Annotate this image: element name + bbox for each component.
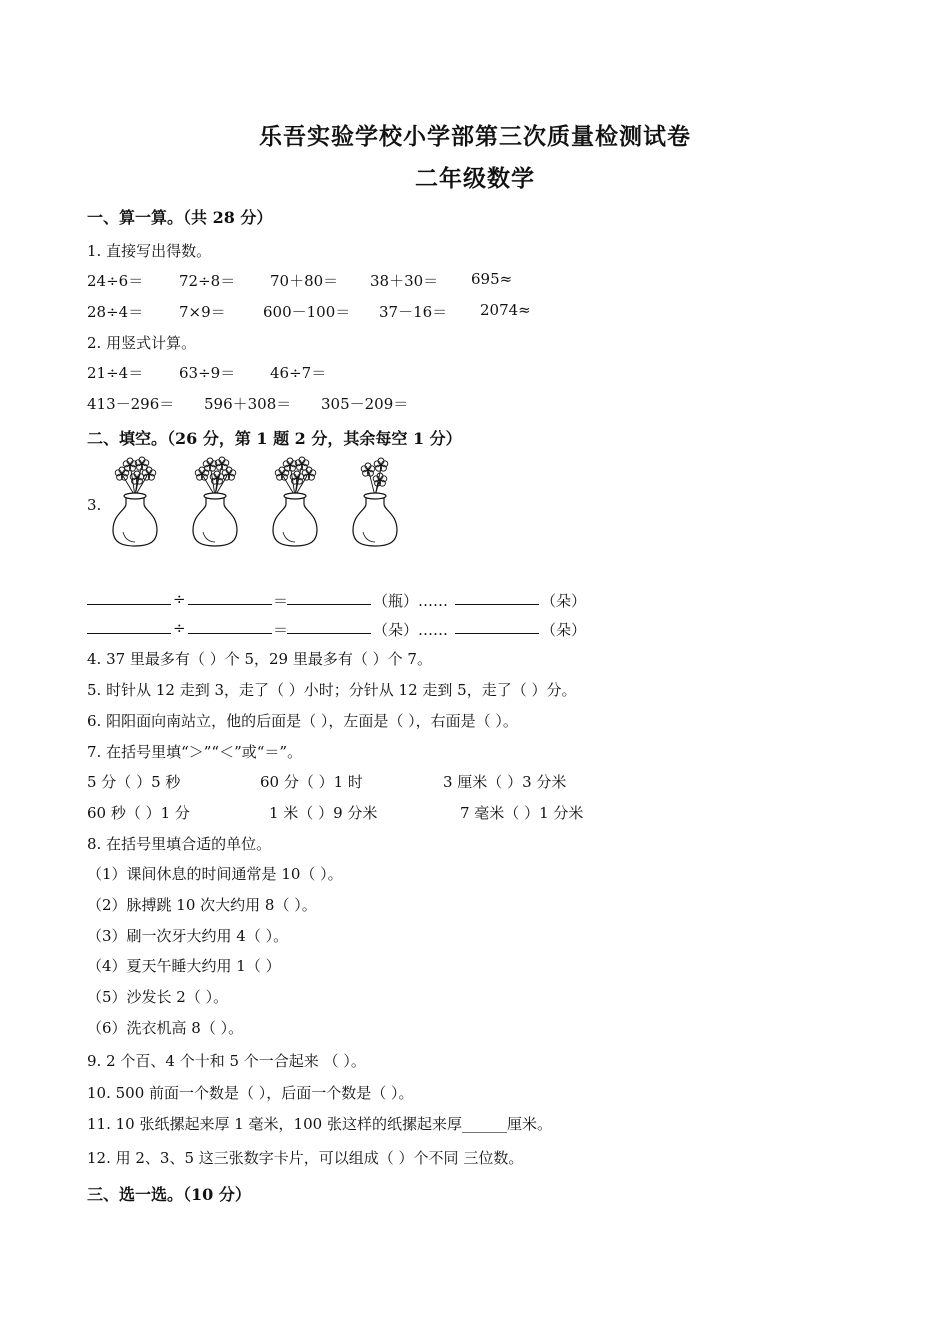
expression: 63÷9＝ (179, 364, 236, 382)
question-1: 1. 直接写出得数。 (87, 242, 212, 260)
equals-sign: ＝ (273, 621, 289, 639)
question-4: 4. 37 里最多有（ ）个 5，29 里最多有（ ）个 7。 (87, 650, 432, 668)
compare-item: 7 毫米（ ）1 分米 (460, 804, 584, 822)
question-2: 2. 用竖式计算。 (87, 334, 197, 352)
expression: 600－100＝ (263, 303, 351, 321)
section-1-heading: 一、算一算。（共 28 分） (87, 208, 273, 227)
question-8-item: （6）洗衣机高 8（ ）。 (87, 1019, 244, 1037)
unit-label: （朵） (541, 592, 587, 610)
question-7: 7. 在括号里填“＞”“＜”或“＝”。 (87, 743, 303, 761)
question-12: 12. 用 2、3、5 这三张数字卡片，可以组成（ ）个不同 三位数。 (87, 1149, 524, 1167)
question-11: 11. 10 张纸摞起来厚 1 毫米，100 张这样的纸摞起来厚______厘米。 (87, 1115, 552, 1133)
expression: 7×9＝ (179, 303, 226, 321)
question-8-item: （1）课间休息的时间通常是 10（ ）。 (87, 865, 343, 883)
section-3-heading: 三、选一选。（10 分） (87, 1185, 251, 1204)
expression: 46÷7＝ (270, 364, 327, 382)
question-3-number: 3. (87, 496, 102, 514)
answer-blank[interactable] (455, 590, 539, 609)
section-2-heading: 二、填空。（26 分，第 1 题 2 分，其余每空 1 分） (87, 429, 462, 448)
answer-blank[interactable] (188, 590, 272, 609)
expression: 596＋308＝ (204, 395, 292, 413)
unit-label: （瓶）…… (373, 592, 449, 610)
unit-label: （朵） (541, 621, 587, 639)
compare-item: 1 米（ ）9 分米 (269, 804, 378, 822)
question-8-item: （3）刷一次牙大约用 4（ ）。 (87, 927, 289, 945)
answer-blank[interactable] (287, 590, 371, 609)
compare-item: 60 分（ ）1 时 (260, 773, 363, 791)
question-10: 10. 500 前面一个数是（ ），后面一个数是（ ）。 (87, 1084, 414, 1102)
vase-2 (193, 457, 237, 546)
answer-blank[interactable] (455, 619, 539, 638)
question-8-item: （5）沙发长 2（ ）。 (87, 988, 229, 1006)
exam-subtitle: 二年级数学 (415, 165, 535, 192)
divide-sign: ÷ (173, 590, 186, 608)
question-5: 5. 时针从 12 走到 3，走了（ ）小时；分针从 12 走到 5，走了（ ）分。 (87, 681, 577, 699)
expression: 305－209＝ (321, 395, 409, 413)
question-8-item: （2）脉搏跳 10 次大约用 8（ ）。 (87, 896, 317, 914)
expression: 695≈ (471, 270, 513, 288)
question-6: 6. 阳阳面向南站立，他的后面是（ ），左面是（ ），右面是（ ）。 (87, 712, 518, 730)
vase-3 (273, 457, 317, 546)
expression: 2074≈ (480, 301, 531, 319)
vase-1 (113, 457, 157, 546)
expression: 413－296＝ (87, 395, 175, 413)
expression: 38＋30＝ (370, 272, 439, 290)
vase-4 (353, 458, 397, 546)
expression: 21÷4＝ (87, 364, 144, 382)
unit-label: （朵）…… (373, 621, 449, 639)
expression: 28÷4＝ (87, 303, 144, 321)
question-8: 8. 在括号里填合适的单位。 (87, 835, 272, 853)
compare-item: 60 秒（ ）1 分 (87, 804, 190, 822)
answer-blank[interactable] (188, 619, 272, 638)
flower-vases-illustration (105, 456, 405, 551)
expression: 37－16＝ (379, 303, 448, 321)
equals-sign: ＝ (273, 592, 289, 610)
expression: 72÷8＝ (179, 272, 236, 290)
answer-blank[interactable] (287, 619, 371, 638)
exam-title: 乐吾实验学校小学部第三次质量检测试卷 (259, 123, 691, 150)
expression: 24÷6＝ (87, 272, 144, 290)
question-8-item: （4）夏天午睡大约用 1（ ） (87, 957, 281, 975)
compare-item: 5 分（ ）5 秒 (87, 773, 181, 791)
question-9: 9. 2 个百、4 个十和 5 个一合起来 （ ）。 (87, 1052, 366, 1070)
expression: 70＋80＝ (270, 272, 339, 290)
answer-blank[interactable] (87, 619, 171, 638)
answer-blank[interactable] (87, 590, 171, 609)
divide-sign: ÷ (173, 619, 186, 637)
compare-item: 3 厘米（ ）3 分米 (443, 773, 567, 791)
